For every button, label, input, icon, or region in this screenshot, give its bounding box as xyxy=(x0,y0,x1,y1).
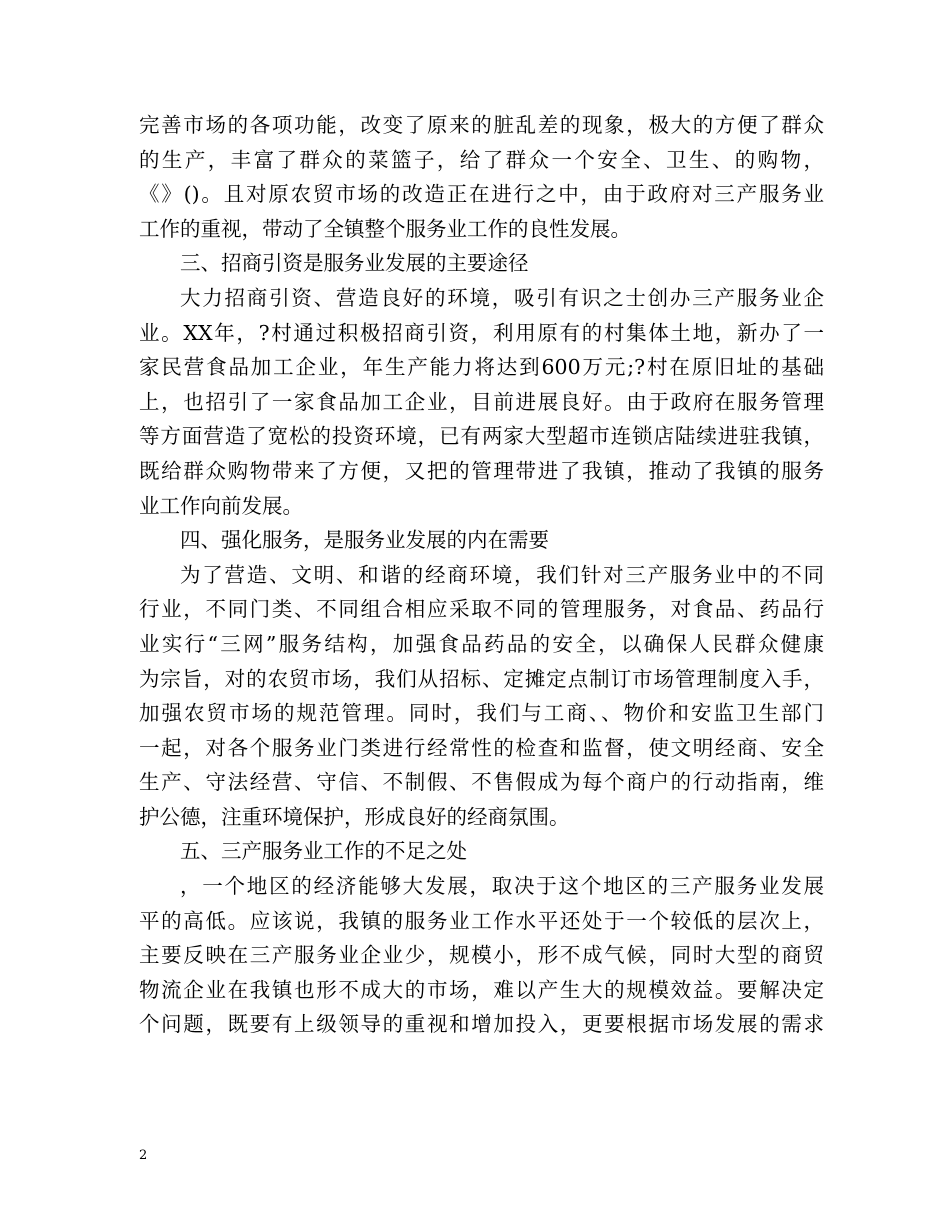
text-line: 完善市场的各项功能，改变了原来的脏乱差的现象，极大的方便了群众 xyxy=(139,113,824,137)
section-heading: 四、强化服务，是服务业发展的内在需要 xyxy=(180,528,549,553)
text-line: 等方面营造了宽松的投资环境，已有两家大型超市连锁店陆续进驻我镇， xyxy=(139,424,824,449)
text-line: 上，也招引了一家食品加工企业，目前进展良好。由于政府在服务管理 xyxy=(139,389,824,414)
text-line: 个问题，既要有上级领导的重视和增加投入，更要根据市场发展的需求 xyxy=(139,1012,824,1037)
text-line: 行业，不同门类、不同组合相应采取不同的管理服务，对食品、药品行 xyxy=(139,597,824,622)
body-text xyxy=(139,108,824,1042)
text-line: ，一个地区的经济能够大发展，取决于这个地区的三产服务业发展 xyxy=(180,874,824,899)
text-line: 主要反映在三产服务业企业少，规模小，形不成气候，同时大型的商贸 xyxy=(139,943,824,968)
section-heading: 五、三产服务业工作的不足之处 xyxy=(180,839,467,864)
text-line: 既给群众购物带来了方便，又把的管理带进了我镇，推动了我镇的服务 xyxy=(139,458,824,483)
text-line: 加强农贸市场的规范管理。同时，我们与工商、、物价和安监卫生部门 xyxy=(139,701,824,726)
text-line: 工作的重视，带动了全镇整个服务业工作的良性发展。 xyxy=(139,216,631,241)
text-line: 为了营造、文明、和谐的经商环境，我们针对三产服务业中的不同 xyxy=(180,562,824,587)
section-heading: 三、招商引资是服务业发展的主要途径 xyxy=(180,251,529,276)
text-line: 生产、守法经营、守信、不制假、不售假成为每个商户的行动指南，维 xyxy=(139,770,824,795)
text-line: 为宗旨，对的农贸市场，我们从招标、定摊定点制订市场管理制度入手， xyxy=(139,666,824,691)
text-line: 《》()。且对原农贸市场的改造正在进行之中，由于政府对三产服务业 xyxy=(139,182,824,207)
text-line: 一起，对各个服务业门类进行经常性的检查和监督，使文明经商、安全 xyxy=(139,735,824,760)
text-line: 业。XX年，?村通过积极招商引资，利用原有的村集体土地，新办了一 xyxy=(139,320,824,345)
text-line: 家民营食品加工企业，年生产能力将达到600万元;?村在原旧址的基础 xyxy=(139,355,824,380)
text-line: 大力招商引资、营造良好的环境，吸引有识之士创办三产服务业企 xyxy=(180,285,824,310)
text-line: 护公德，注重环境保护，形成良好的经商氛围。 xyxy=(139,804,570,829)
text-line: 业实行“三网”服务结构，加强食品药品的安全，以确保人民群众健康 xyxy=(139,631,824,656)
text-line: 物流企业在我镇也形不成大的市场，难以产生大的规模效益。要解决定 xyxy=(139,977,824,1002)
text-line: 的生产，丰富了群众的菜篮子，给了群众一个安全、卫生、的购物， xyxy=(139,147,824,172)
text-line: 平的高低。应该说，我镇的服务业工作水平还处于一个较低的层次上， xyxy=(139,908,824,933)
page-number: 2 xyxy=(139,1148,148,1163)
text-line: 业工作向前发展。 xyxy=(139,493,303,518)
